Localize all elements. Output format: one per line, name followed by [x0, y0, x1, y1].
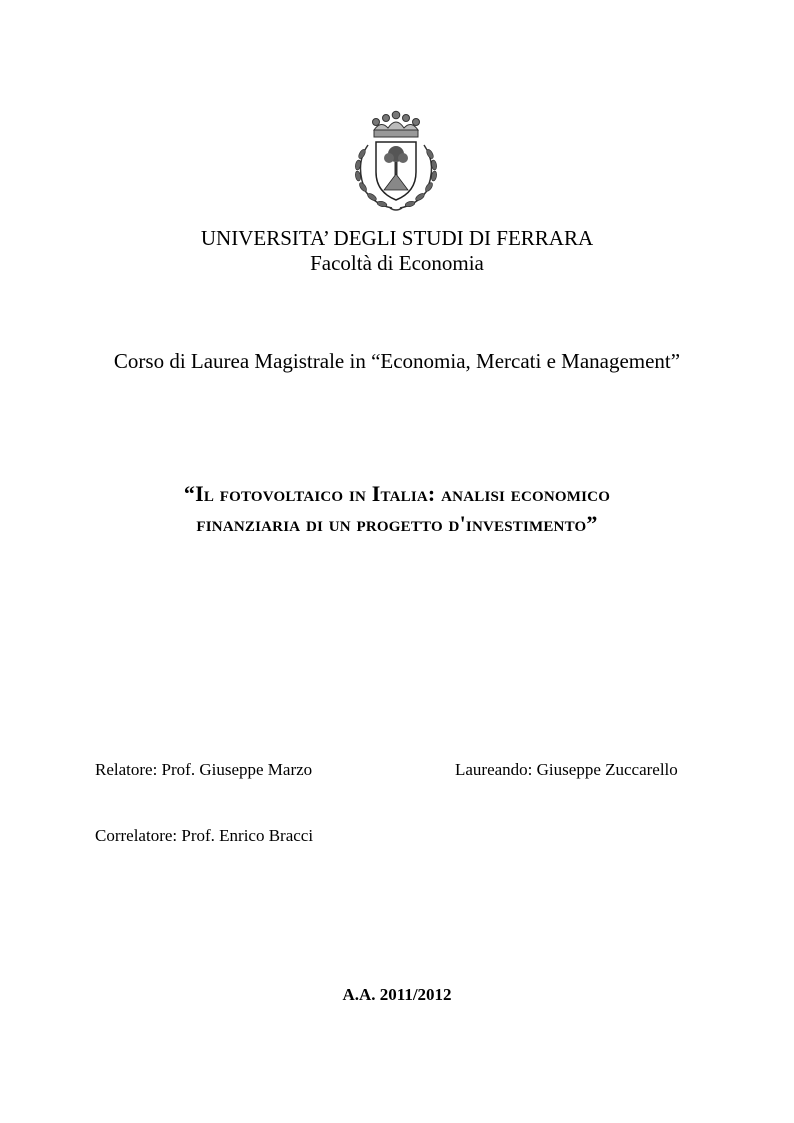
thesis-title-line-1: “Il fotovoltaico in Italia: analisi economico	[183, 481, 611, 506]
co-supervisor: Correlatore: Prof. Enrico Bracci	[95, 826, 314, 845]
faculty-name: Facoltà di Economia	[310, 251, 484, 275]
university-crest-icon	[346, 110, 446, 214]
course-name: Corso di Laurea Magistrale in “Economia, Mercati e Management”	[113, 349, 681, 373]
supervisor: Relatore: Prof. Giuseppe Marzo	[95, 760, 313, 779]
crown-icon	[373, 111, 420, 137]
thesis-title-line-2: finanziaria di un progetto d'investimento”	[196, 511, 598, 536]
university-name: UNIVERSITA’ DEGLI STUDI DI FERRARA	[200, 226, 594, 250]
shield-icon	[376, 142, 416, 200]
academic-year: A.A. 2011/2012	[342, 985, 452, 1004]
candidate: Laureando: Giuseppe Zuccarello	[455, 760, 678, 779]
